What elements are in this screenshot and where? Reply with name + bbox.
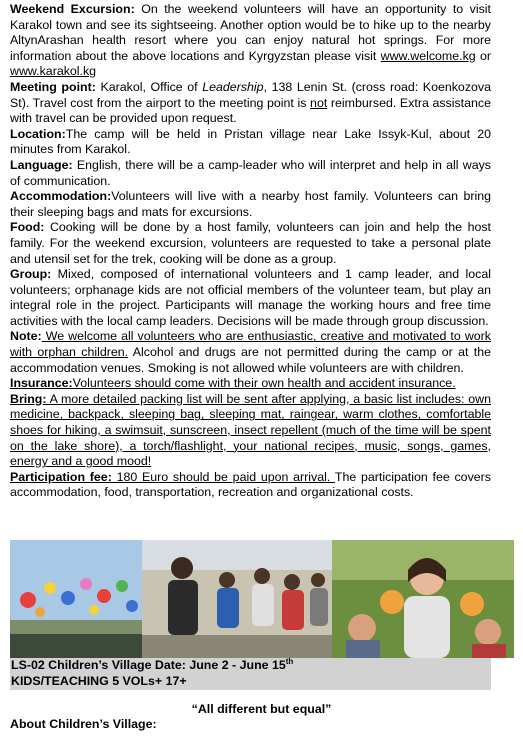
label-insurance: Insurance: — [10, 376, 73, 391]
label-participation-fee: Participation fee: — [10, 469, 112, 484]
label-note: Note: — [10, 329, 42, 344]
fee-text: The participation fee covers accommodation, food, transportation, recreation and organizational costs. — [10, 469, 491, 500]
label-group: Group: — [10, 267, 52, 282]
fee-underlined: 180 Euro should be paid upon arrival. — [111, 469, 335, 484]
label-accommodation: Accommodation: — [10, 189, 112, 204]
project-code-dates — [11, 658, 491, 674]
meeting-text-1: Karakol, Office of — [95, 79, 203, 94]
food-text: Cooking will be done by a host family, volunteers can join and help the host family. For the weekend excursion, volunteers are requested to take a personal plate and utensil set for the trek, cooking will be done as a group. — [10, 220, 491, 266]
meeting-text-3: reimbursed. Extra assistance with travel can be provided upon request. — [10, 95, 491, 126]
section-participation-fee — [10, 470, 491, 501]
bring-text: A more detailed packing list will be sent after applying, a basic list includes: own medicine, backpack, sleeping bag, sleeping mat, raingear, warm clothes, comfortable shoes for hiking, a swimsuit, sunscreen, insect repellent (much of the time will be spent on the lake shore), a torch/flashlight, your national recipes, music, songs, games, energy and a good mood! — [10, 391, 491, 469]
section-bring — [10, 392, 491, 470]
project-type-volunteers: KIDS/TEACHING 5 VOLs+ 17+ — [11, 673, 187, 688]
photo-strip — [10, 540, 514, 658]
label-language: Language: — [10, 157, 73, 172]
label-bring: Bring: — [10, 391, 47, 406]
weekend-text: On the weekend volunteers will have an opportunity to visit Karakol town and see its sightseeing. Another option would be to hike up to the nearby AltynArashan health resort where you can enjoy natural hot springs. For more information about the above locations and Kyrgyzstan please visit — [10, 2, 491, 63]
project-info-bar — [10, 658, 491, 690]
note-text: Alcohol and drugs are not permitted during the camp or at the accommodation venues. Smoking is not allowed while volunteers are with children. — [10, 345, 491, 375]
photo-volunteer-with-kids — [332, 540, 514, 658]
section-note — [10, 329, 491, 376]
section-group — [10, 267, 491, 329]
about-heading: About Children’s Village: — [10, 717, 157, 731]
section-insurance — [10, 376, 491, 392]
section-location — [10, 127, 491, 158]
document-body — [10, 2, 491, 501]
section-food — [10, 220, 491, 267]
photo-kids-running — [142, 540, 332, 658]
link-karakol-kg[interactable]: www.karakol.kg — [10, 64, 97, 79]
meeting-not: not — [310, 95, 328, 110]
group-text: Mixed, composed of international volunteers and 1 camp leader, and local volunteers; orphanage kids are not official members of the volunteer team, but play an integral role in the project. Participants will manage the working hours and free time activities with the local camp leaders. Decisions will be made through group discussion. — [10, 267, 491, 328]
section-weekend-excursion — [10, 2, 491, 80]
date-suffix: th — [285, 656, 294, 666]
motto: “All different but equal” — [191, 702, 332, 716]
meeting-text-2: , 138 Lenin St. (cross road: Koenkozova St). Travel cost from the airport to the meeting point is — [10, 79, 492, 110]
label-location: Location: — [10, 126, 66, 141]
location-text: The camp will be held in Pristan village near Lake Issyk-Kul, about 20 minutes from Karakol. — [10, 126, 491, 157]
section-meeting-point — [10, 80, 491, 127]
photo-balloons — [10, 540, 142, 658]
insurance-text: Volunteers should come with their own health and accident insurance. — [72, 376, 456, 391]
section-language — [10, 158, 491, 189]
label-food: Food: — [10, 220, 45, 235]
language-text: English, there will be a camp-leader who will interpret and help in all ways of communication. — [10, 157, 491, 188]
meeting-office-name: Leadership — [202, 79, 264, 94]
weekend-or: or — [475, 48, 491, 63]
section-accommodation — [10, 189, 491, 220]
label-meeting-point: Meeting point: — [10, 79, 96, 94]
accommodation-text: Volunteers will live with a nearby host family. Volunteers can bring their sleeping bags and mats for excursions. — [10, 189, 491, 219]
label-weekend-excursion: Weekend Excursion: — [10, 2, 135, 16]
note-underlined: We welcome all volunteers who are enthusiastic, creative and motivated to work with orphan children. — [10, 329, 491, 360]
link-welcome-kg[interactable]: www.welcome.kg — [380, 48, 476, 63]
project-title: LS-02 Children’s Village Date: June 2 - June 15 — [11, 658, 286, 672]
